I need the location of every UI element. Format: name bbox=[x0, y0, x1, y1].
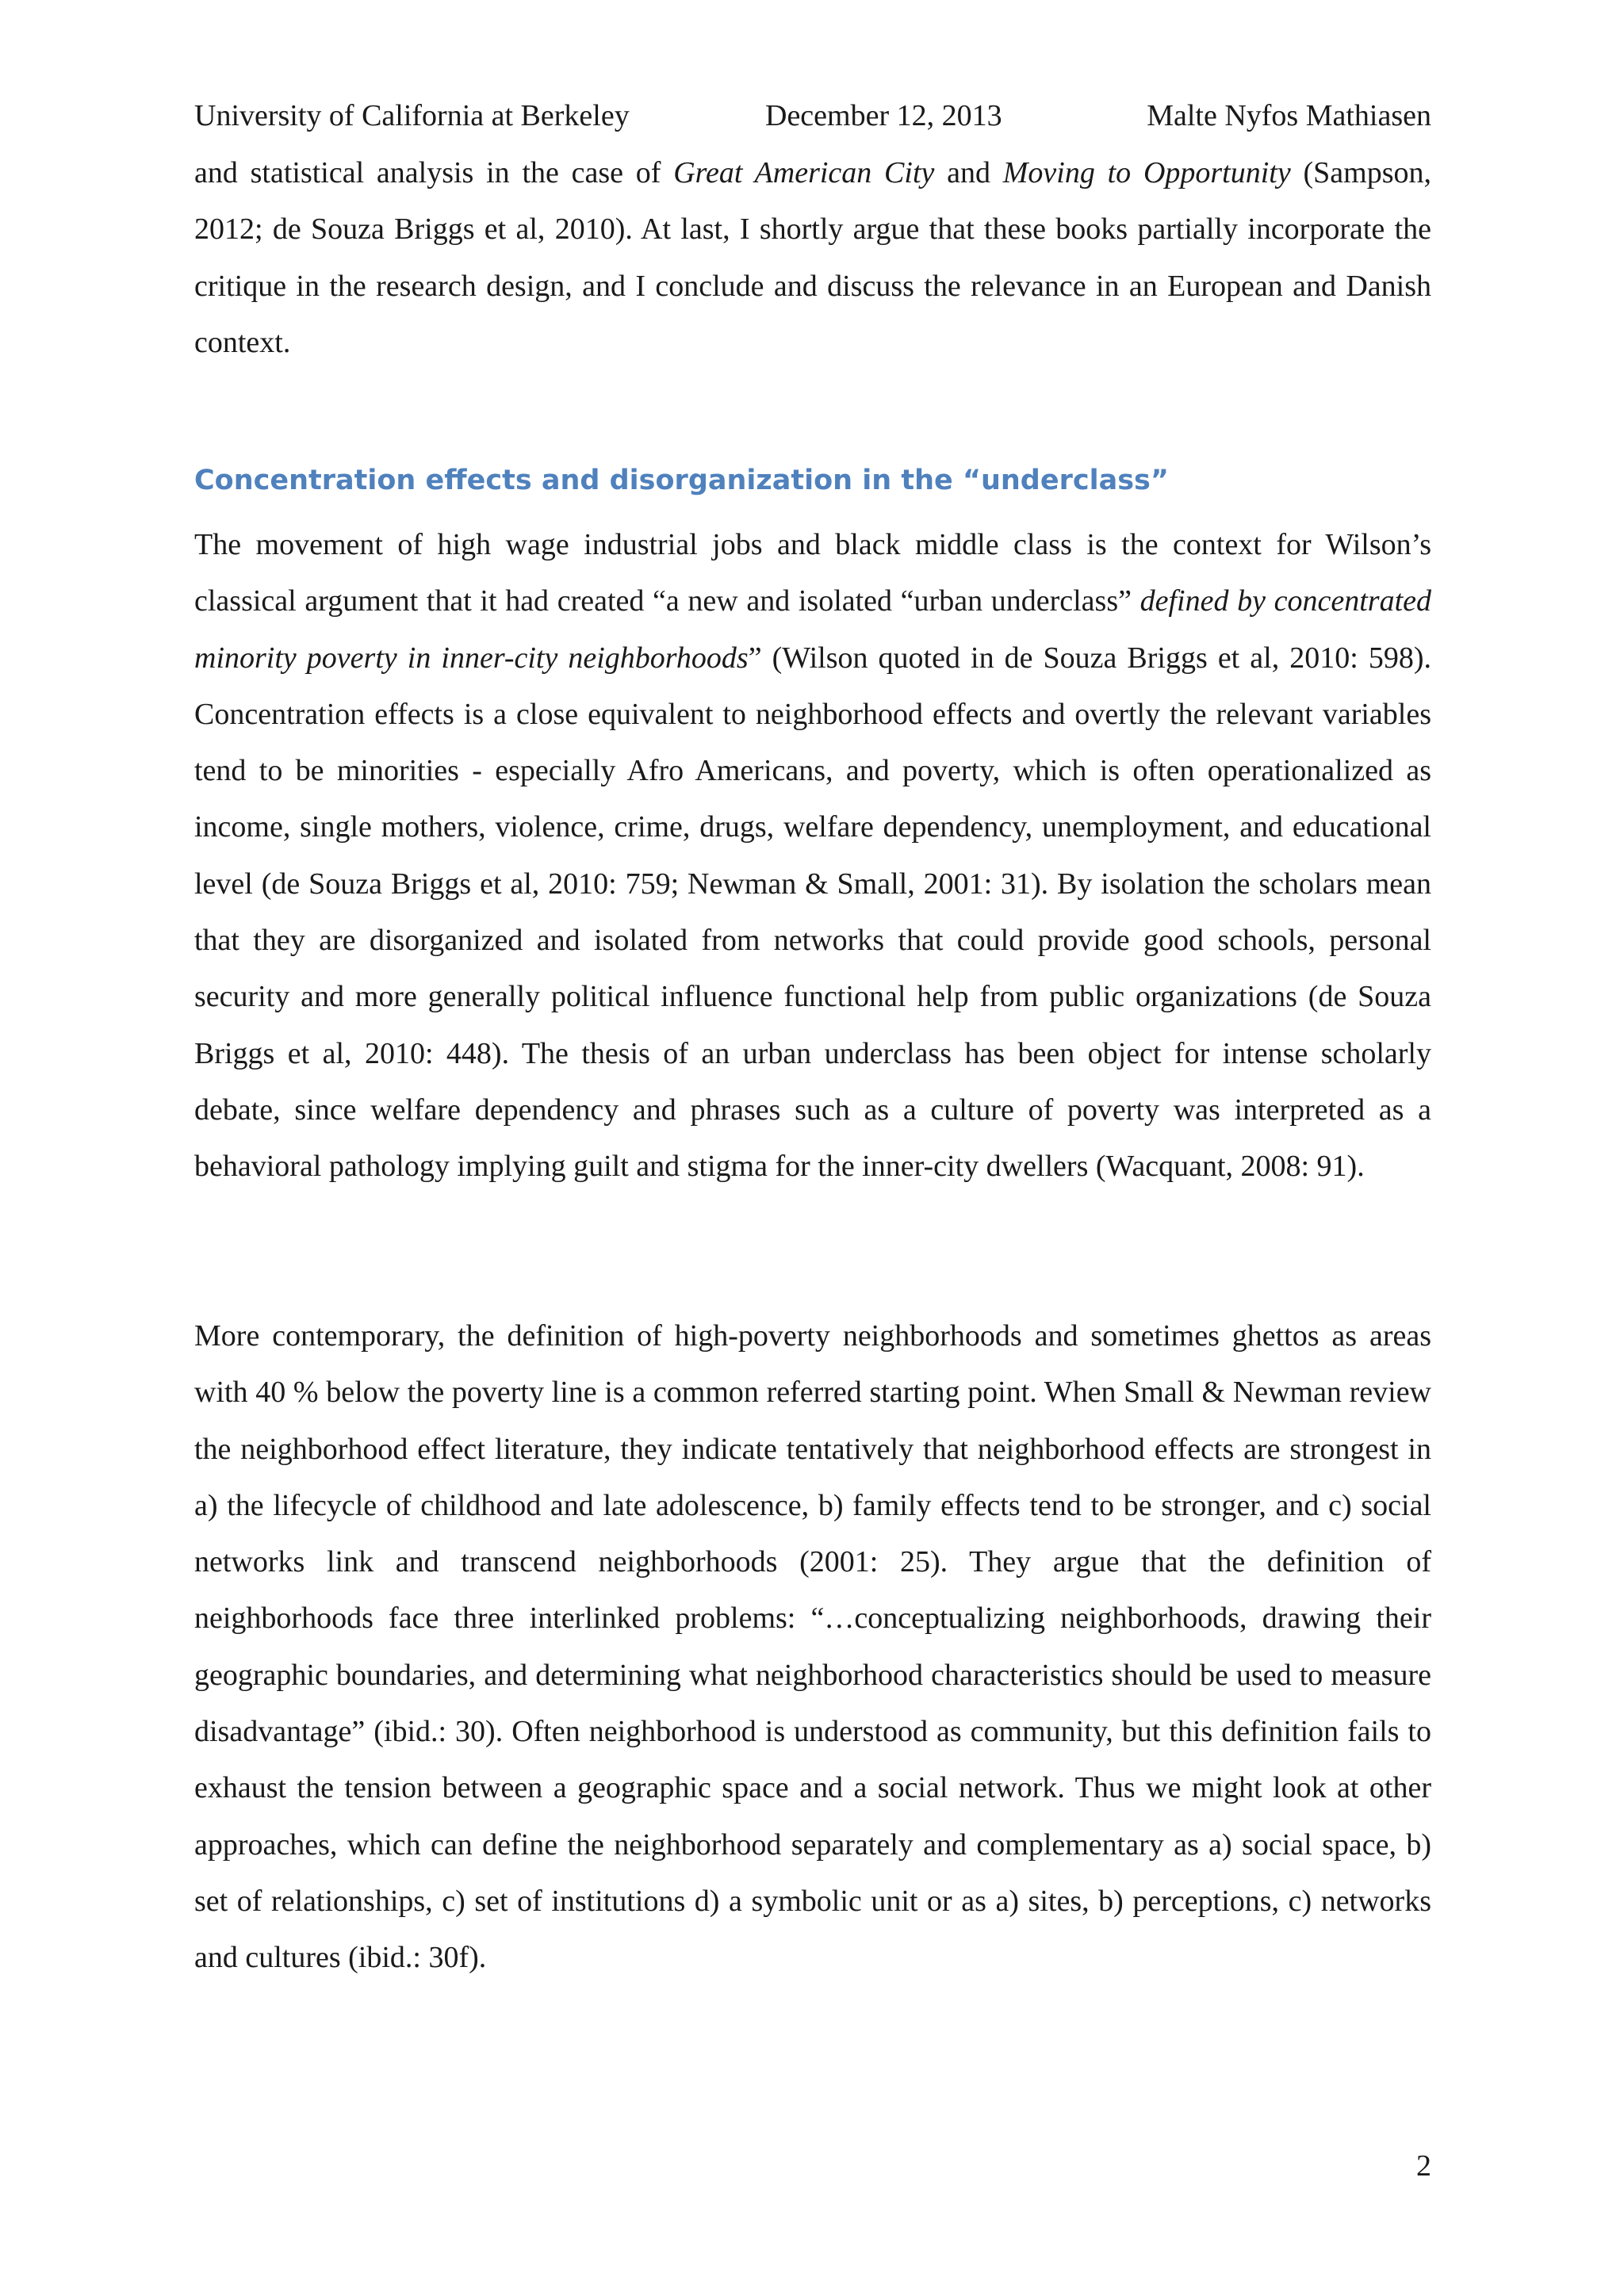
page-number: 2 bbox=[1416, 2149, 1431, 2183]
underclass-text-1: The movement of high wage industrial jobs and black middle class is the context for Wilson’s classical argument that it had created “a new and isolated “urban underclass” bbox=[194, 528, 1431, 618]
intro-text-1: and statistical analysis in the case of bbox=[194, 156, 674, 189]
underclass-paragraph bbox=[194, 517, 1431, 1196]
section-heading: Concentration effects and disorganization in the “underclass” bbox=[194, 465, 1169, 496]
book-title-moving-to-opportunity: Moving to Opportunity bbox=[1002, 156, 1291, 189]
intro-paragraph bbox=[194, 145, 1431, 371]
underclass-text-2: ” (Wilson quoted in de Souza Briggs et al, 2010: 598). Concentration effects is a close equivalent to neighborhood effects and overtly the relevant variables tend to be minorities - especially Afro Americans, and poverty, which is often operationalized as income, single mothers, violence, crime, drugs, welfare dependency, unemployment, and educational level (de Souza Briggs et al, 2010: 759; Newman & Small, 2001: 31). By isolation the scholars mean that they are disorganized and isolated from networks that could provide good schools, personal security and more generally political influence functional help from public organizations (de Souza Briggs et al, 2010: 448). The thesis of an urban underclass has been object for intense scholarly debate, since welfare dependency and phrases such as a culture of poverty was interpreted as a behavioral pathology implying guilt and stigma for the inner-city dwellers (Wacquant, 2008: 91). bbox=[194, 641, 1431, 1184]
intro-text-2: and bbox=[934, 156, 1003, 189]
neighborhood-definition-paragraph: More contemporary, the definition of high-poverty neighborhoods and sometimes ghettos as areas with 40 % below the poverty line is a common referred starting point. When Small & Newman review the neighborhood effect literature, they indicate tentatively that neighborhood effects are strongest in a) the lifecycle of childhood and late adolescence, b) family effects tend to be stronger, and c) social networks link and transcend neighborhoods (2001: 25). They argue that the definition of neighborhoods face three interlinked problems: “…conceptualizing neighborhoods, drawing their geographic boundaries, and determining what neighborhood characteristics should be used to measure disadvantage” (ibid.: 30). Often neighborhood is understood as community, but this definition fails to exhaust the tension between a geographic space and a social network. Thus we might look at other approaches, which can define the neighborhood separately and complementary as a) social space, b) set of relationships, c) set of institutions d) a symbolic unit or as a) sites, b) perceptions, c) networks and cultures (ibid.: 30f). bbox=[194, 1319, 1431, 1975]
header-date: December 12, 2013 bbox=[765, 99, 1002, 132]
header-institution: University of California at Berkeley bbox=[194, 99, 630, 132]
intro-text-3: (Sampson, 2012; de Souza Briggs et al, 2010). At last, I shortly argue that these books partially incorporate the critique in the research design, and I conclude and discuss the relevance in an European and Danish context. bbox=[194, 156, 1432, 359]
page-header bbox=[194, 92, 1431, 140]
header-author: Malte Nyfos Mathiasen bbox=[1147, 99, 1431, 132]
book-title-great-american-city: Great American City bbox=[673, 156, 935, 189]
wilson-quote-italic: defined by concentrated minority poverty in inner-city neighborhoods bbox=[194, 584, 1431, 675]
